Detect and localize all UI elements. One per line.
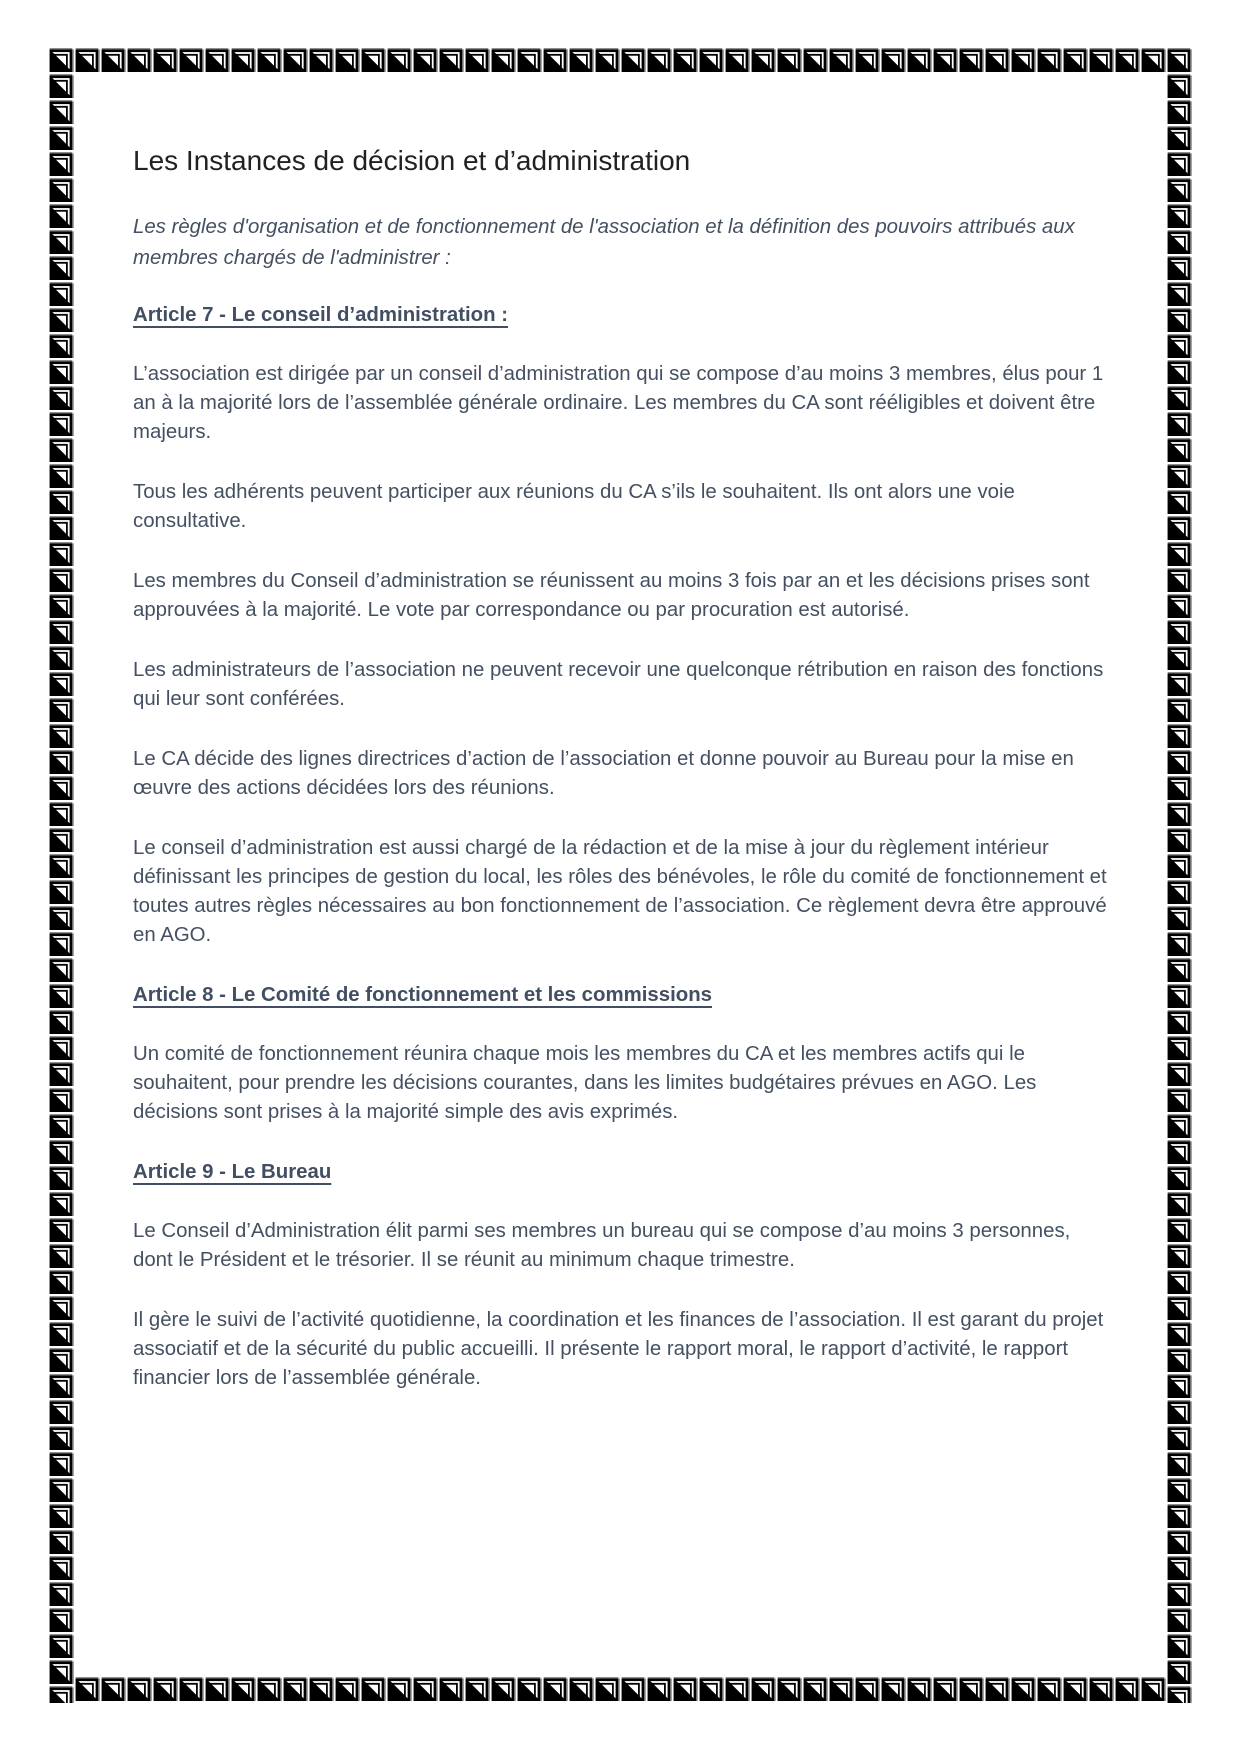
body-paragraph: Les administrateurs de l’association ne peuvent recevoir une quelconque rétribution en raison des fonctions qui leur sont conférées. [133,659,1104,710]
section-article-9 [133,1158,1115,1393]
body-paragraph: Le Conseil d’Administration élit parmi ses membres un bureau qui se compose d’au moins 3 personnes, dont le Président et le trésorier. Il se réunit au minimum chaque trimestre. [133,1220,1071,1271]
page-border-right [1166,48,1192,1703]
body-paragraph: Il gère le suivi de l’activité quotidienne, la coordination et les finances de l’association. Il est garant du projet associatif et de la sécurité du public accueilli. Il présente le rapport moral, le rapport d’activité, le rapport financier lors de l’assemblée générale. [133,1309,1104,1389]
article-8-heading: Article 8 - Le Comité de fonctionnement et les commissions [133,984,712,1006]
page-border-bottom [48,1677,1192,1703]
page-border-left [48,48,74,1703]
page-title: Les Instances de décision et d’administration [133,145,691,176]
body-paragraph: Le conseil d’administration est aussi chargé de la rédaction et de la mise à jour du règlement intérieur définissant les principes de gestion du local, les rôles des bénévoles, le rôle du comité de fonctionnement et toutes autres règles nécessaires au bon fonctionnement de l’association. Ce règlement devra être approuvé en AGO. [133,837,1107,946]
document-content [133,146,1115,1424]
page-border-top [48,48,1192,74]
body-paragraph: Le CA décide des lignes directrices d’action de l’association et donne pouvoir au Bureau pour la mise en œuvre des actions décidées lors des réunions. [133,748,1074,799]
body-paragraph: L’association est dirigée par un conseil d’administration qui se compose d’au moins 3 membres, élus pour 1 an à la majorité lors de l’assemblée générale ordinaire. Les membres du CA sont rééligibles et doivent être majeurs. [133,363,1104,443]
intro-text: Les règles d'organisation et de fonctionnement de l'association et la définition des pouvoirs attribués aux membres chargés de l'administrer : [133,216,1075,269]
body-paragraph: Tous les adhérents peuvent participer aux réunions du CA s’ils le souhaitent. Ils ont alors une voie consultative. [133,481,1015,532]
article-9-heading: Article 9 - Le Bureau [133,1161,332,1183]
body-paragraph: Un comité de fonctionnement réunira chaque mois les membres du CA et les membres actifs qui le souhaitent, pour prendre les décisions courantes, dans les limites budgétaires prévues en AGO. Les décisions sont prises à la majorité simple des avis exprimés. [133,1043,1037,1123]
body-paragraph: Les membres du Conseil d’administration se réunissent au moins 3 fois par an et les décisions prises sont approuvées à la majorité. Le vote par correspondance ou par procuration est autorisé. [133,570,1090,621]
article-7-heading: Article 7 - Le conseil d’administration : [133,304,509,326]
section-article-7 [133,301,1115,950]
section-article-8 [133,981,1115,1127]
